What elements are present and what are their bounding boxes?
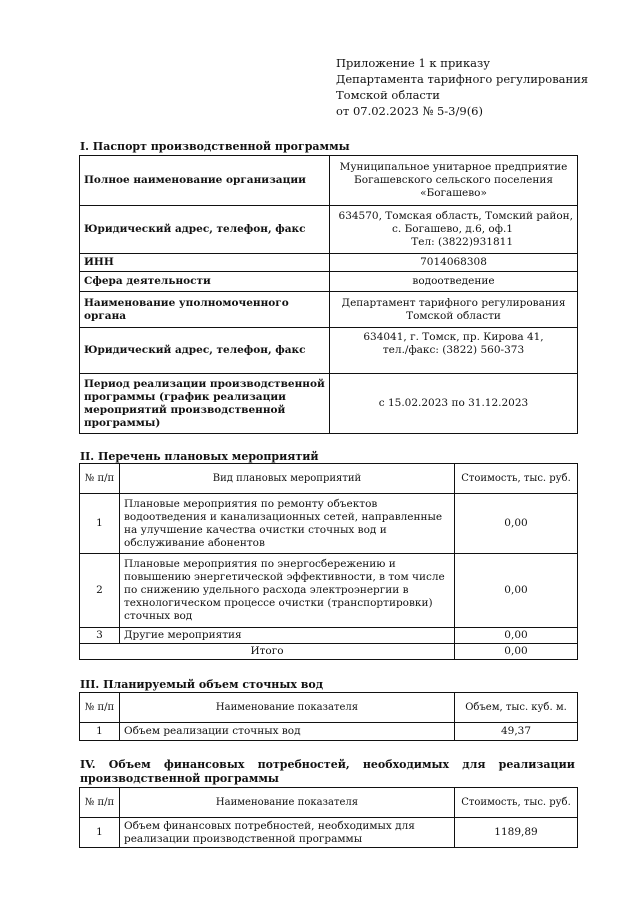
row-name: Объем реализации сточных вод: [120, 723, 455, 741]
row-num: 1: [80, 723, 120, 741]
activities-table: [79, 463, 578, 660]
row-cost: 0,00: [455, 494, 578, 554]
header-num: № п/п: [80, 788, 120, 818]
row-value: с 15.02.2023 по 31.12.2023: [330, 374, 578, 434]
row-value: 634570, Томская область, Томский район, с. Богашево, д.6, оф.1 Тел: (3822)931811: [330, 206, 578, 254]
row-name: Объем финансовых потребностей, необходимых для реализации производственной программы: [120, 818, 455, 848]
row-num: 2: [80, 554, 120, 628]
row-cost: 1189,89: [455, 818, 578, 848]
table-header-row: [80, 788, 578, 818]
table-row: [80, 272, 578, 292]
table-row: [80, 723, 578, 741]
table-row: [80, 328, 578, 374]
section2-title: II. Перечень плановых мероприятий: [80, 450, 319, 463]
total-label: Итого: [80, 644, 455, 660]
table-row: [80, 494, 578, 554]
table-row: [80, 292, 578, 328]
section3-title: III. Планируемый объем сточных вод: [80, 678, 324, 691]
row-name: Плановые мероприятия по ремонту объектов водоотведения и канализационных сетей, направленные на улучшение качества очистки сточных вод и обслуживание абонентов: [120, 494, 455, 554]
row-value: Муниципальное унитарное предприятие Богашевского сельского поселения «Богашево»: [330, 156, 578, 206]
appendix-date-line: от 07.02.2023 № 5-3/9(6): [336, 104, 483, 118]
table-row: [80, 818, 578, 848]
row-label: Юридический адрес, телефон, факс: [80, 328, 330, 374]
appendix-line: Департамента тарифного регулирования: [336, 72, 589, 86]
table-row: [80, 156, 578, 206]
appendix-header: [336, 55, 626, 119]
header-cost: Стоимость, тыс. руб.: [455, 788, 578, 818]
financial-needs-table: [79, 787, 578, 848]
row-cost: 0,00: [455, 628, 578, 644]
wastewater-volume-table: [79, 692, 578, 741]
total-cost: 0,00: [455, 644, 578, 660]
section4-title-line2: производственной программы: [80, 772, 279, 785]
row-label: ИНН: [80, 254, 330, 272]
section1-title: I. Паспорт производственной программы: [80, 140, 350, 153]
header-num: № п/п: [80, 464, 120, 494]
row-num: 1: [80, 494, 120, 554]
header-name: Наименование показателя: [120, 788, 455, 818]
row-name: Другие мероприятия: [120, 628, 455, 644]
appendix-line: Приложение 1 к приказу: [336, 56, 491, 70]
header-name: Вид плановых мероприятий: [120, 464, 455, 494]
row-cost: 0,00: [455, 554, 578, 628]
table-row: [80, 254, 578, 272]
total-row: [80, 644, 578, 660]
header-cost: Стоимость, тыс. руб.: [455, 464, 578, 494]
header-value: Объем, тыс. куб. м.: [455, 693, 578, 723]
header-num: № п/п: [80, 693, 120, 723]
row-label: Сфера деятельности: [80, 272, 330, 292]
row-value: водоотведение: [330, 272, 578, 292]
row-value: 634041, г. Томск, пр. Кирова 41, тел./факс: (3822) 560-373: [330, 328, 578, 374]
header-name: Наименование показателя: [120, 693, 455, 723]
row-label: Наименование уполномоченного органа: [80, 292, 330, 328]
table-row: [80, 374, 578, 434]
row-value: Департамент тарифного регулирования Томской области: [330, 292, 578, 328]
row-num: 3: [80, 628, 120, 644]
table-header-row: [80, 464, 578, 494]
row-label: Полное наименование организации: [80, 156, 330, 206]
section4-title-line1: IV. Объем финансовых потребностей, необходимых для реализации: [80, 758, 575, 771]
row-name: Плановые мероприятия по энергосбережению и повышению энергетической эффективности, в том числе по снижению удельного расхода электроэнергии в технологическом процессе очистки (транспортировки) сточных вод: [120, 554, 455, 628]
passport-table: [79, 155, 578, 434]
table-row: [80, 206, 578, 254]
row-label: Юридический адрес, телефон, факс: [80, 206, 330, 254]
inn-value: 7014068308: [330, 254, 578, 272]
row-value: 49,37: [455, 723, 578, 741]
section4-title: [80, 758, 575, 786]
table-row: [80, 628, 578, 644]
appendix-line: Томской области: [336, 88, 440, 102]
table-row: [80, 554, 578, 628]
table-header-row: [80, 693, 578, 723]
row-label: Период реализации производственной программы (график реализации мероприятий производственной программы): [80, 374, 330, 434]
row-num: 1: [80, 818, 120, 848]
